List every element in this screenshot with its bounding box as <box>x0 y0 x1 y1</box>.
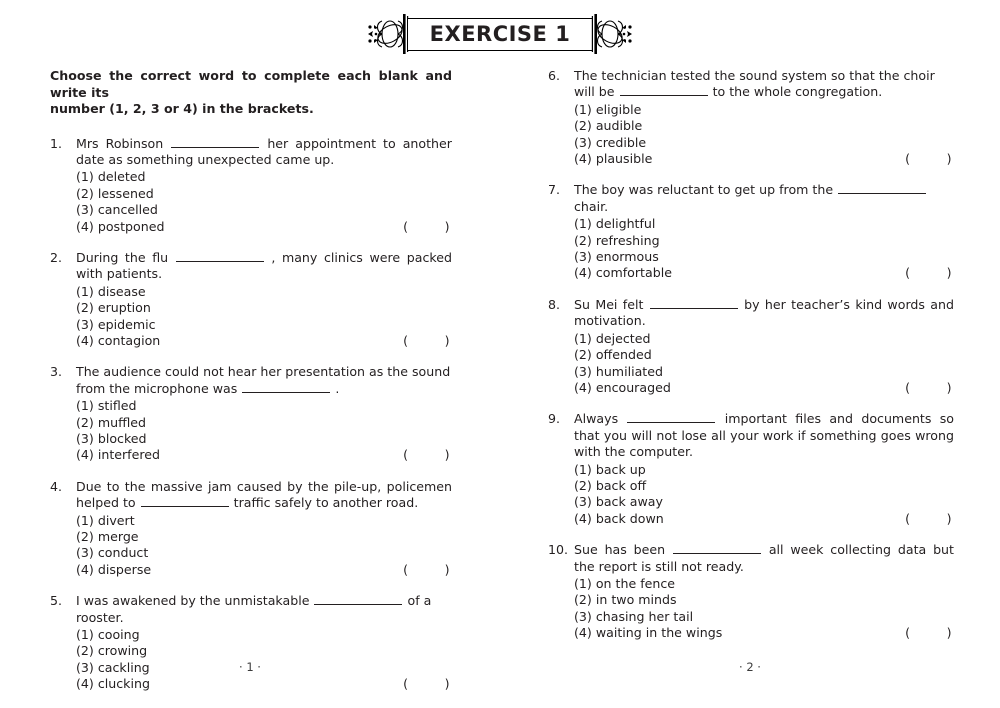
answer-bracket[interactable]: ( ) <box>905 151 952 167</box>
question-stem-part-1: During the flu <box>76 249 169 265</box>
question-stem-part-1: Always <box>574 411 619 427</box>
option-item[interactable] <box>76 545 452 561</box>
question-stem-part-2: , many clinics were packed with patients. <box>76 249 452 282</box>
question-stem-part-1: Sue has been <box>574 542 666 558</box>
options-list <box>574 102 954 168</box>
option-item[interactable] <box>76 186 452 202</box>
question-stem-part-1: I was awakened by the unmistakable <box>76 593 310 609</box>
question-stem <box>76 364 452 397</box>
option-item[interactable] <box>76 447 452 463</box>
answer-bracket[interactable]: ( ) <box>905 265 952 281</box>
option-label: (1) back up <box>574 461 646 477</box>
question-stem-part-2: all week collecting data but the report is still not ready. <box>574 542 954 574</box>
option-item[interactable] <box>574 347 954 363</box>
option-label: (4) plausible <box>574 151 653 167</box>
answer-bracket[interactable]: ( ) <box>403 676 450 692</box>
option-item[interactable] <box>574 592 954 608</box>
option-label: (1) eligible <box>574 101 642 117</box>
question-number: 8. <box>548 296 561 312</box>
page-number-right: · 2 · <box>739 660 761 674</box>
question-item <box>548 411 954 527</box>
option-item[interactable] <box>574 462 954 478</box>
options-list <box>76 513 452 579</box>
question-stem <box>574 411 954 460</box>
option-label: (3) cancelled <box>76 202 158 218</box>
option-label: (3) enormous <box>574 249 659 265</box>
options-list <box>76 284 452 350</box>
options-list <box>574 331 954 397</box>
option-item[interactable] <box>574 576 954 592</box>
question-number: 2. <box>50 249 63 265</box>
question-item <box>548 68 954 167</box>
question-item <box>548 182 954 281</box>
option-label: (2) refreshing <box>574 232 660 248</box>
left-page-footer <box>0 660 500 674</box>
option-item[interactable] <box>76 398 452 414</box>
option-item[interactable] <box>76 676 452 692</box>
option-label: (3) credible <box>574 134 647 150</box>
option-label: (3) blocked <box>76 431 147 446</box>
question-body <box>76 250 452 349</box>
answer-blank[interactable] <box>314 593 402 605</box>
option-label: (1) deleted <box>76 169 146 185</box>
answer-blank[interactable] <box>242 381 330 393</box>
option-item[interactable] <box>76 529 452 545</box>
option-label: (4) back down <box>574 510 664 526</box>
option-label: (4) clucking <box>76 676 150 692</box>
option-item[interactable] <box>574 478 954 494</box>
option-label: (2) back off <box>574 477 647 493</box>
question-number: 9. <box>548 411 561 427</box>
option-label: (1) stifled <box>76 398 137 414</box>
answer-bracket[interactable]: ( ) <box>403 447 450 463</box>
question-body <box>574 542 954 641</box>
option-item[interactable] <box>76 317 452 333</box>
option-label: (3) cackling <box>76 659 150 675</box>
question-body <box>574 297 954 396</box>
answer-blank[interactable] <box>627 411 715 423</box>
option-label: (2) merge <box>76 529 139 545</box>
question-stem-part-1: Su Mei felt <box>574 296 644 312</box>
option-item[interactable] <box>76 202 452 218</box>
page-number-left: · 1 · <box>239 660 261 674</box>
option-item[interactable] <box>574 249 954 265</box>
option-item[interactable] <box>574 609 954 625</box>
answer-bracket[interactable]: ( ) <box>403 561 450 577</box>
option-item[interactable] <box>574 494 954 510</box>
answer-blank[interactable] <box>673 542 761 554</box>
option-item[interactable] <box>76 219 452 235</box>
question-number: 10. <box>548 542 569 558</box>
question-body <box>574 411 954 527</box>
right-page-column <box>500 68 1000 708</box>
question-stem-part-1: Mrs Robinson <box>76 135 164 151</box>
question-item <box>50 593 452 692</box>
option-label: (3) humiliated <box>574 363 663 379</box>
question-stem <box>574 542 954 575</box>
right-page-footer <box>500 660 1000 674</box>
question-stem <box>76 593 452 626</box>
option-label: (4) waiting in the wings <box>574 625 723 641</box>
option-label: (3) epidemic <box>76 316 156 332</box>
question-item <box>548 297 954 396</box>
question-stem <box>574 68 954 101</box>
question-stem-part-2: by her teacher’s kind words and motivation. <box>574 296 954 329</box>
option-item[interactable] <box>574 151 954 167</box>
question-stem-part-2: important files and documents so that you will not lose all your work if something goes wrong with the computer. <box>574 411 954 460</box>
option-item[interactable] <box>76 627 452 643</box>
option-item[interactable] <box>574 135 954 151</box>
question-stem-part-1: The technician tested the sound system so that the choir will be <box>574 68 935 100</box>
option-label: (4) disperse <box>76 561 152 577</box>
option-item[interactable] <box>574 216 954 232</box>
option-item[interactable] <box>76 333 452 349</box>
question-stem-part-1: The audience could not hear her presentation as the sound from the microphone was <box>76 364 451 396</box>
questions-list-right <box>548 68 954 642</box>
instruction-line-1: Choose the correct word to complete each blank and write its <box>50 68 452 100</box>
question-number: 6. <box>548 68 561 83</box>
option-item[interactable] <box>76 300 452 316</box>
option-label: (4) interfered <box>76 447 161 463</box>
question-item <box>50 136 452 235</box>
answer-blank[interactable] <box>171 136 259 148</box>
option-item[interactable] <box>574 511 954 527</box>
question-stem <box>76 479 452 512</box>
exercise-title-box <box>408 18 593 51</box>
options-list <box>574 462 954 528</box>
option-item[interactable] <box>76 643 452 659</box>
option-label: (4) encouraged <box>574 379 671 395</box>
answer-bracket[interactable]: ( ) <box>905 625 952 641</box>
option-item[interactable] <box>574 364 954 380</box>
question-body <box>76 136 452 235</box>
question-stem-part-2: . <box>335 380 340 396</box>
option-item[interactable] <box>574 380 954 396</box>
option-label: (4) postponed <box>76 218 165 234</box>
question-number: 5. <box>50 593 63 609</box>
question-stem-part-1: The boy was reluctant to get up from the <box>574 182 834 198</box>
option-label: (1) delightful <box>574 216 656 232</box>
question-stem <box>76 250 452 283</box>
option-label: (4) contagion <box>76 332 161 348</box>
option-label: (1) divert <box>76 512 135 528</box>
question-number: 3. <box>50 364 63 380</box>
instruction-text <box>50 68 452 118</box>
option-item[interactable] <box>76 284 452 300</box>
option-label: (1) cooing <box>76 627 140 643</box>
option-item[interactable] <box>76 415 452 431</box>
question-stem <box>76 136 452 169</box>
page-title: EXERCISE 1 <box>429 21 571 46</box>
question-number: 4. <box>50 478 63 494</box>
option-label: (3) chasing her tail <box>574 608 694 624</box>
question-body <box>574 182 954 281</box>
question-number: 7. <box>548 182 561 198</box>
question-body <box>574 68 954 167</box>
option-item[interactable] <box>574 233 954 249</box>
option-label: (2) audible <box>574 118 643 134</box>
question-stem <box>574 182 954 215</box>
answer-blank[interactable] <box>620 84 708 96</box>
instruction-line-2: number (1, 2, 3 or 4) in the brackets. <box>50 101 314 116</box>
answer-bracket[interactable]: ( ) <box>905 510 952 526</box>
option-label: (2) offended <box>574 347 652 363</box>
question-number: 1. <box>50 135 63 151</box>
option-label: (2) lessened <box>76 185 154 201</box>
question-body <box>76 364 452 463</box>
question-stem-part-1: Due to the massive jam caused by the pile-up, policemen helped to <box>76 478 452 511</box>
flourish-ornament-right-icon <box>589 11 635 57</box>
option-label: (3) conduct <box>76 545 149 561</box>
answer-blank[interactable] <box>141 495 229 507</box>
option-item[interactable] <box>574 102 954 118</box>
question-stem-part-2: to the whole congregation. <box>712 84 883 100</box>
option-item[interactable] <box>76 169 452 185</box>
option-label: (1) disease <box>76 283 146 299</box>
question-item <box>50 250 452 349</box>
options-list <box>76 169 452 235</box>
options-list <box>574 576 954 642</box>
question-stem <box>574 297 954 330</box>
page-columns <box>0 68 1000 708</box>
answer-bracket[interactable]: ( ) <box>905 379 952 395</box>
answer-blank[interactable] <box>838 182 926 194</box>
answer-blank[interactable] <box>650 297 738 309</box>
options-list <box>76 398 452 464</box>
question-stem-part-2: traffic safely to another road. <box>233 495 419 511</box>
answer-blank[interactable] <box>176 250 264 262</box>
option-label: (1) dejected <box>574 330 651 346</box>
question-item <box>50 479 452 578</box>
question-stem-part-2: of a rooster. <box>76 593 432 625</box>
option-item[interactable] <box>574 331 954 347</box>
exercise-header-banner <box>0 0 1000 54</box>
option-item[interactable] <box>574 118 954 134</box>
left-page-column <box>0 68 500 708</box>
answer-bracket[interactable]: ( ) <box>403 218 450 234</box>
question-stem-part-2: chair. <box>574 198 609 214</box>
option-label: (2) muffled <box>76 414 147 430</box>
options-list <box>574 216 954 282</box>
option-label: (3) back away <box>574 494 663 510</box>
option-item[interactable] <box>76 513 452 529</box>
option-item[interactable] <box>76 562 452 578</box>
banner-wrap <box>365 11 636 57</box>
question-body <box>76 479 452 578</box>
answer-bracket[interactable]: ( ) <box>403 332 450 348</box>
flourish-ornament-left-icon <box>365 11 411 57</box>
question-item <box>548 542 954 641</box>
option-label: (2) eruption <box>76 300 151 316</box>
option-item[interactable] <box>574 265 954 281</box>
option-label: (4) comfortable <box>574 265 672 281</box>
option-item[interactable] <box>574 625 954 641</box>
questions-list-left <box>50 136 452 693</box>
option-item[interactable] <box>76 431 452 447</box>
question-body <box>76 593 452 692</box>
option-label: (2) crowing <box>76 643 148 659</box>
question-stem-part-2: her appointment to another date as something unexpected came up. <box>76 135 452 167</box>
question-item <box>50 364 452 463</box>
option-label: (2) in two minds <box>574 592 677 608</box>
option-label: (1) on the fence <box>574 575 676 591</box>
